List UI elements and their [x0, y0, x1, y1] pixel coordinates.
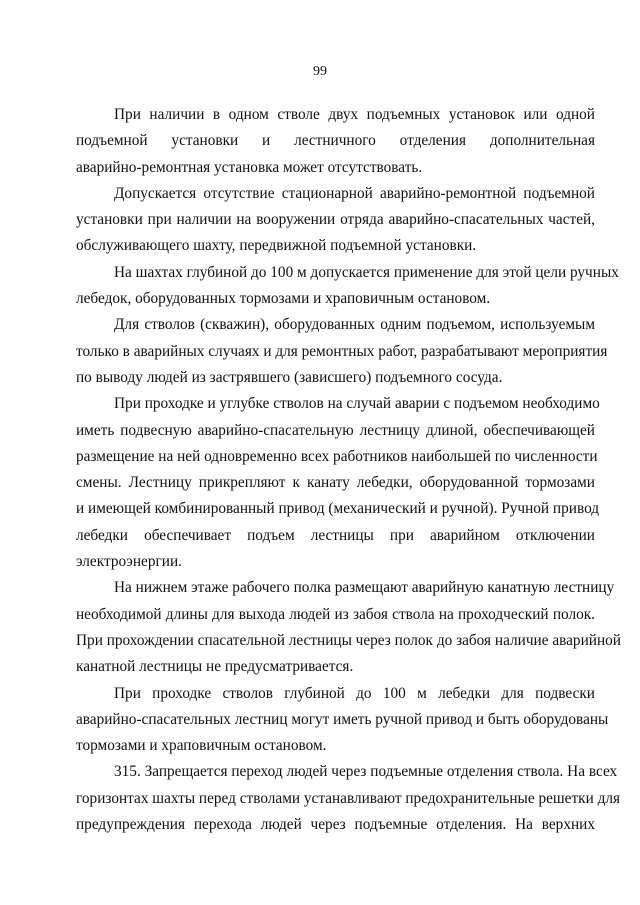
text-line: предупреждения перехода людей через подъемные отделения. На верхних — [76, 816, 595, 834]
text-line: На нижнем этаже рабочего полка размещают аварийную канатную лестницу — [114, 579, 615, 597]
text-line: аварийно-ремонтная установка может отсутствовать. — [76, 158, 423, 176]
text-line: необходимой длины для выхода людей из забоя ствола на проходческий полок. — [76, 605, 595, 623]
text-line: лебедок, оборудованных тормозами и храповичным остановом. — [76, 290, 491, 308]
text-line: канатной лестницы не предусматривается. — [76, 658, 354, 676]
text-line: 315. Запрещается переход людей через подъемные отделения ствола. На всех — [114, 763, 618, 781]
text-line: горизонтах шахты перед стволами устанавливают предохранительные решетки для — [76, 789, 621, 807]
paragraph — [76, 759, 621, 838]
text-line: установки при наличии на вооружении отряда аварийно-спасательных частей, — [76, 211, 595, 229]
text-line: Допускается отсутствие стационарной аварийно-ремонтной подъемной — [114, 184, 595, 202]
text-line: При проходке стволов глубиной до 100 м лебедки для подвески — [114, 684, 595, 702]
paragraph — [76, 181, 595, 260]
text-line: При проходке и углубке стволов на случай аварии с подъемом необходимо — [114, 395, 600, 413]
text-line: смены. Лестницу прикрепляют к канату лебедки, оборудованной тормозами — [76, 474, 595, 492]
paragraph — [76, 312, 608, 391]
paragraph — [76, 102, 595, 181]
text-line: обслуживающего шахту, передвижной подъемной установки. — [76, 237, 477, 255]
text-line: только в аварийных случаях и для ремонтных работ, разрабатывают мероприятия — [76, 342, 608, 360]
paragraph — [76, 391, 600, 575]
text-line: тормозами и храповичным остановом. — [76, 737, 327, 755]
text-line: электроэнергии. — [76, 553, 182, 571]
text-line: При наличии в одном стволе двух подъемных установок или одной — [114, 106, 595, 123]
text-line: подъемной установки и лестничного отделения дополнительная — [76, 132, 595, 150]
paragraph — [76, 575, 621, 680]
paragraph — [76, 260, 619, 313]
text-line: размещение на ней одновременно всех работников наибольшей по численности — [76, 447, 598, 465]
text-line: и имеющей комбинированный привод (механический и ручной). Ручной привод — [76, 500, 600, 518]
text-line: по выводу людей из застрявшего (зависшего) подъемного сосуда. — [76, 368, 503, 386]
text-line: иметь подвесную аварийно-спасательную лестницу длиной, обеспечивающей — [76, 421, 595, 439]
page-number: 99 — [313, 64, 327, 79]
text-line: Для стволов (скважин), оборудованных одним подъемом, используемым — [114, 316, 595, 334]
paragraph — [76, 681, 609, 760]
text-line: На шахтах глубиной до 100 м допускается применение для этой цели ручных — [114, 263, 619, 281]
text-line: лебедки обеспечивает подъем лестницы при аварийном отключении — [76, 526, 595, 544]
text-line: При прохождении спасательной лестницы через полок до забоя наличие аварийной — [76, 631, 621, 649]
text-line: аварийно-спасательных лестниц могут иметь ручной привод и быть оборудованы — [76, 710, 609, 728]
body-text — [76, 102, 621, 838]
